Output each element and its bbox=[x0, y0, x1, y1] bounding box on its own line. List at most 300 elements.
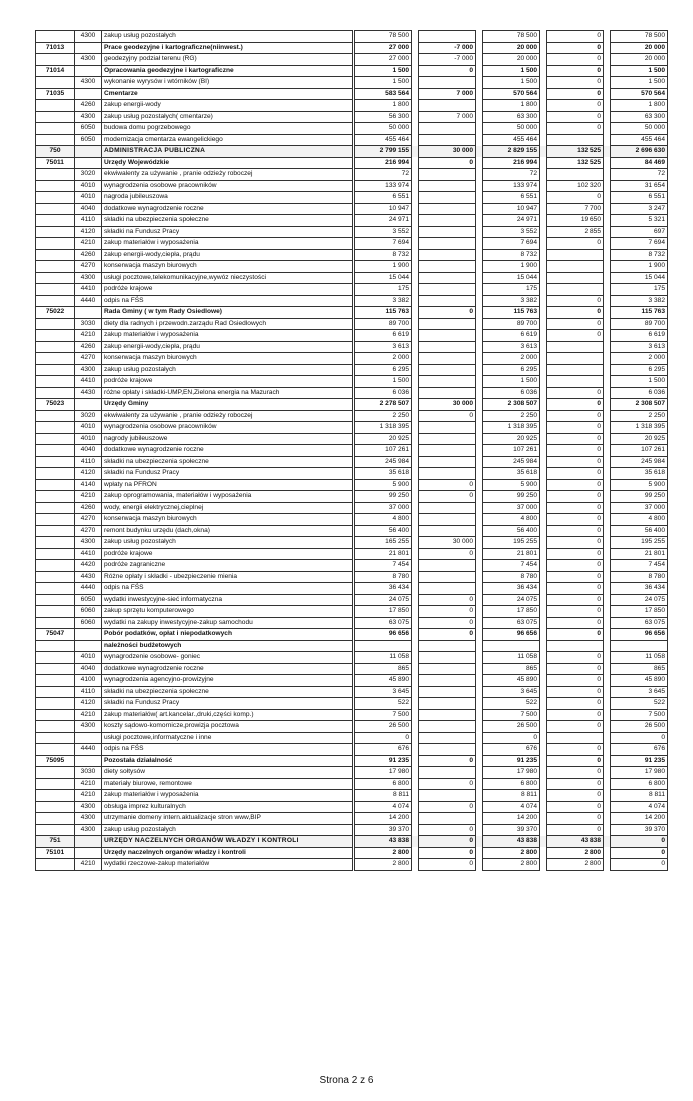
mandated-cell: 0 bbox=[547, 433, 604, 445]
paragraph-cell: 4260 bbox=[75, 502, 102, 514]
column-gap bbox=[540, 387, 547, 399]
column-gap bbox=[412, 663, 419, 675]
column-gap bbox=[540, 698, 547, 710]
column-gap bbox=[540, 31, 547, 43]
after-change-cell: 35 618 bbox=[483, 468, 540, 480]
column-gap bbox=[412, 698, 419, 710]
description-cell: Opracowania geodezyjne i kartograficzne bbox=[102, 65, 354, 77]
column-gap bbox=[604, 445, 611, 457]
division-cell bbox=[36, 709, 75, 721]
after-change-cell: 15 044 bbox=[483, 272, 540, 284]
own-cell: 1 800 bbox=[611, 100, 668, 112]
plan-cell: 3 382 bbox=[354, 295, 412, 307]
plan-cell: 7 454 bbox=[354, 560, 412, 572]
column-gap bbox=[476, 261, 483, 273]
change-cell bbox=[419, 295, 476, 307]
change-cell: 0 bbox=[419, 479, 476, 491]
paragraph-cell bbox=[75, 42, 102, 54]
change-cell: 0 bbox=[419, 606, 476, 618]
table-row bbox=[36, 134, 668, 146]
description-cell: zakup materiałów i wyposażenia bbox=[102, 238, 354, 250]
subtotal-row bbox=[36, 847, 668, 859]
division-cell bbox=[36, 548, 75, 560]
column-gap bbox=[412, 847, 419, 859]
description-cell: wydatki na zakupy inwestycyjne-zakup samochodu bbox=[102, 617, 354, 629]
division-cell: 75023 bbox=[36, 399, 75, 411]
column-gap bbox=[476, 847, 483, 859]
after-change-cell: 91 235 bbox=[483, 755, 540, 767]
after-change-cell: 2 800 bbox=[483, 847, 540, 859]
column-gap bbox=[476, 732, 483, 744]
paragraph-cell: 4410 bbox=[75, 376, 102, 388]
paragraph-cell: 4410 bbox=[75, 548, 102, 560]
column-gap bbox=[476, 88, 483, 100]
own-cell: 8 780 bbox=[611, 571, 668, 583]
column-gap bbox=[604, 502, 611, 514]
column-gap bbox=[412, 571, 419, 583]
division-cell bbox=[36, 261, 75, 273]
own-cell: 20 925 bbox=[611, 433, 668, 445]
column-gap bbox=[476, 468, 483, 480]
after-change-cell: 8 811 bbox=[483, 790, 540, 802]
own-cell: 4 800 bbox=[611, 514, 668, 526]
column-gap bbox=[540, 307, 547, 319]
own-cell: 63 300 bbox=[611, 111, 668, 123]
description-cell: podróże krajowe bbox=[102, 284, 354, 296]
mandated-cell: 0 bbox=[547, 88, 604, 100]
change-cell bbox=[419, 261, 476, 273]
column-gap bbox=[540, 652, 547, 664]
description-cell: Urzędy naczelnych organów władzy i kontroli bbox=[102, 847, 354, 859]
paragraph-cell: 6050 bbox=[75, 594, 102, 606]
column-gap bbox=[540, 813, 547, 825]
description-cell: podróże krajowe bbox=[102, 548, 354, 560]
change-cell bbox=[419, 180, 476, 192]
description-cell: diety sołtysów bbox=[102, 767, 354, 779]
paragraph-cell: 4420 bbox=[75, 560, 102, 572]
column-gap bbox=[604, 721, 611, 733]
after-change-cell: 3 382 bbox=[483, 295, 540, 307]
own-cell: 24 075 bbox=[611, 594, 668, 606]
paragraph-cell: 6050 bbox=[75, 134, 102, 146]
column-gap bbox=[540, 514, 547, 526]
change-cell bbox=[419, 640, 476, 652]
column-gap bbox=[540, 686, 547, 698]
mandated-cell: 0 bbox=[547, 77, 604, 89]
description-cell: zakup usług pozostałych( cmentarze) bbox=[102, 111, 354, 123]
column-gap bbox=[476, 433, 483, 445]
description-cell: wynagrodzenia osobowe pracowników bbox=[102, 422, 354, 434]
after-change-cell: 17 850 bbox=[483, 606, 540, 618]
description-cell: składki na Fundusz Pracy bbox=[102, 698, 354, 710]
table-row bbox=[36, 180, 668, 192]
after-change-cell: 2 800 bbox=[483, 859, 540, 871]
own-cell: 6 295 bbox=[611, 364, 668, 376]
change-cell bbox=[419, 31, 476, 43]
column-gap bbox=[412, 686, 419, 698]
own-cell bbox=[611, 640, 668, 652]
paragraph-cell: 4270 bbox=[75, 261, 102, 273]
plan-cell: 522 bbox=[354, 698, 412, 710]
change-cell: 0 bbox=[419, 824, 476, 836]
paragraph-cell: 4440 bbox=[75, 744, 102, 756]
division-cell bbox=[36, 698, 75, 710]
column-gap bbox=[540, 54, 547, 66]
table-row bbox=[36, 123, 668, 135]
after-change-cell: 7 500 bbox=[483, 709, 540, 721]
table-row bbox=[36, 767, 668, 779]
plan-cell: 17 850 bbox=[354, 606, 412, 618]
description-cell: zakup materiałów i wyposażenia bbox=[102, 330, 354, 342]
description-cell: dodatkowe wynagrodzenie roczne bbox=[102, 445, 354, 457]
paragraph-cell bbox=[75, 836, 102, 848]
column-gap bbox=[540, 445, 547, 457]
paragraph-cell: 4270 bbox=[75, 525, 102, 537]
paragraph-cell: 4300 bbox=[75, 272, 102, 284]
table-row bbox=[36, 433, 668, 445]
division-cell bbox=[36, 801, 75, 813]
mandated-cell: 0 bbox=[547, 456, 604, 468]
column-gap bbox=[540, 594, 547, 606]
column-gap bbox=[540, 640, 547, 652]
plan-cell: 39 370 bbox=[354, 824, 412, 836]
column-gap bbox=[476, 330, 483, 342]
column-gap bbox=[540, 571, 547, 583]
table-row bbox=[36, 410, 668, 422]
paragraph-cell: 4270 bbox=[75, 353, 102, 365]
column-gap bbox=[540, 318, 547, 330]
paragraph-cell: 4210 bbox=[75, 778, 102, 790]
column-gap bbox=[412, 491, 419, 503]
own-cell: 21 801 bbox=[611, 548, 668, 560]
column-gap bbox=[412, 157, 419, 169]
after-change-cell: 37 000 bbox=[483, 502, 540, 514]
table-row bbox=[36, 732, 668, 744]
subtotal-row bbox=[36, 157, 668, 169]
change-cell bbox=[419, 284, 476, 296]
description-cell: konserwacja maszyn biurowych bbox=[102, 261, 354, 273]
paragraph-cell: 4210 bbox=[75, 709, 102, 721]
change-cell: 0 bbox=[419, 859, 476, 871]
division-cell: 75101 bbox=[36, 847, 75, 859]
division-cell: 75095 bbox=[36, 755, 75, 767]
description-cell: URZĘDY NACZELNYCH ORGANÓW WŁADZY I KONTROLI bbox=[102, 836, 354, 848]
own-cell: 15 044 bbox=[611, 272, 668, 284]
change-cell bbox=[419, 353, 476, 365]
column-gap bbox=[540, 675, 547, 687]
after-change-cell: 455 464 bbox=[483, 134, 540, 146]
column-gap bbox=[412, 767, 419, 779]
paragraph-cell bbox=[75, 65, 102, 77]
own-cell: 6 551 bbox=[611, 192, 668, 204]
plan-cell: 8 811 bbox=[354, 790, 412, 802]
table-row bbox=[36, 859, 668, 871]
mandated-cell: 0 bbox=[547, 192, 604, 204]
mandated-cell: 0 bbox=[547, 686, 604, 698]
own-cell: 115 763 bbox=[611, 307, 668, 319]
column-gap bbox=[412, 525, 419, 537]
own-cell: 7 500 bbox=[611, 709, 668, 721]
after-change-cell: 3 645 bbox=[483, 686, 540, 698]
paragraph-cell: 4110 bbox=[75, 215, 102, 227]
division-cell bbox=[36, 721, 75, 733]
table-row bbox=[36, 111, 668, 123]
change-cell bbox=[419, 744, 476, 756]
column-gap bbox=[604, 387, 611, 399]
table-row bbox=[36, 525, 668, 537]
column-gap bbox=[476, 491, 483, 503]
column-gap bbox=[540, 215, 547, 227]
description-cell: wody, energii elektrycznej,cieplnej bbox=[102, 502, 354, 514]
description-cell: diety dla radnych i przewodn.zarządu Rad Osiedlowych bbox=[102, 318, 354, 330]
column-gap bbox=[540, 548, 547, 560]
plan-cell: 6 800 bbox=[354, 778, 412, 790]
description-cell: Cmentarze bbox=[102, 88, 354, 100]
change-cell bbox=[419, 422, 476, 434]
mandated-cell: 0 bbox=[547, 387, 604, 399]
column-gap bbox=[604, 146, 611, 158]
change-cell bbox=[419, 433, 476, 445]
division-cell: 75022 bbox=[36, 307, 75, 319]
paragraph-cell: 6060 bbox=[75, 617, 102, 629]
description-cell: wynagrodzenia osobowe pracowników bbox=[102, 180, 354, 192]
column-gap bbox=[540, 330, 547, 342]
own-cell: 96 656 bbox=[611, 629, 668, 641]
own-cell: 31 654 bbox=[611, 180, 668, 192]
paragraph-cell: 4100 bbox=[75, 675, 102, 687]
table-row bbox=[36, 537, 668, 549]
column-gap bbox=[412, 732, 419, 744]
column-gap bbox=[604, 675, 611, 687]
after-change-cell: 195 255 bbox=[483, 537, 540, 549]
mandated-cell: 0 bbox=[547, 54, 604, 66]
subtotal-row bbox=[36, 307, 668, 319]
column-gap bbox=[476, 249, 483, 261]
table-row bbox=[36, 353, 668, 365]
change-cell bbox=[419, 238, 476, 250]
table-row bbox=[36, 387, 668, 399]
paragraph-cell: 6060 bbox=[75, 606, 102, 618]
column-gap bbox=[540, 88, 547, 100]
after-change-cell: 45 890 bbox=[483, 675, 540, 687]
division-cell bbox=[36, 583, 75, 595]
column-gap bbox=[604, 790, 611, 802]
paragraph-cell: 4300 bbox=[75, 537, 102, 549]
mandated-cell: 0 bbox=[547, 548, 604, 560]
column-gap bbox=[412, 203, 419, 215]
column-gap bbox=[476, 307, 483, 319]
paragraph-cell: 4260 bbox=[75, 249, 102, 261]
after-change-cell: 676 bbox=[483, 744, 540, 756]
column-gap bbox=[540, 721, 547, 733]
mandated-cell: 0 bbox=[547, 479, 604, 491]
column-gap bbox=[412, 801, 419, 813]
paragraph-cell bbox=[75, 640, 102, 652]
column-gap bbox=[604, 686, 611, 698]
table-row bbox=[36, 284, 668, 296]
after-change-cell: 8 780 bbox=[483, 571, 540, 583]
column-gap bbox=[540, 422, 547, 434]
plan-cell: 6 295 bbox=[354, 364, 412, 376]
after-change-cell: 1 800 bbox=[483, 100, 540, 112]
change-cell bbox=[419, 583, 476, 595]
plan-cell: 5 900 bbox=[354, 479, 412, 491]
plan-cell: 72 bbox=[354, 169, 412, 181]
after-change-cell: 24 971 bbox=[483, 215, 540, 227]
column-gap bbox=[476, 226, 483, 238]
change-cell bbox=[419, 456, 476, 468]
column-gap bbox=[476, 548, 483, 560]
change-cell: 0 bbox=[419, 65, 476, 77]
column-gap bbox=[604, 732, 611, 744]
column-gap bbox=[540, 157, 547, 169]
column-gap bbox=[604, 410, 611, 422]
paragraph-cell: 4010 bbox=[75, 192, 102, 204]
paragraph-cell: 4410 bbox=[75, 284, 102, 296]
column-gap bbox=[412, 514, 419, 526]
change-cell bbox=[419, 169, 476, 181]
column-gap bbox=[540, 629, 547, 641]
column-gap bbox=[604, 54, 611, 66]
division-cell bbox=[36, 468, 75, 480]
column-gap bbox=[604, 479, 611, 491]
paragraph-cell: 4010 bbox=[75, 652, 102, 664]
column-gap bbox=[604, 203, 611, 215]
mandated-cell bbox=[547, 169, 604, 181]
description-cell: Różne opłaty i składki - ubezpieczenie mienia bbox=[102, 571, 354, 583]
column-gap bbox=[604, 307, 611, 319]
column-gap bbox=[476, 146, 483, 158]
column-gap bbox=[412, 54, 419, 66]
column-gap bbox=[412, 399, 419, 411]
own-cell: 0 bbox=[611, 847, 668, 859]
column-gap bbox=[476, 686, 483, 698]
column-gap bbox=[540, 525, 547, 537]
column-gap bbox=[476, 836, 483, 848]
plan-cell: 21 801 bbox=[354, 548, 412, 560]
column-gap bbox=[476, 295, 483, 307]
column-gap bbox=[604, 755, 611, 767]
section-row bbox=[36, 836, 668, 848]
table-row bbox=[36, 215, 668, 227]
column-gap bbox=[540, 560, 547, 572]
column-gap bbox=[412, 249, 419, 261]
own-cell: 1 900 bbox=[611, 261, 668, 273]
after-change-cell: 1 500 bbox=[483, 65, 540, 77]
column-gap bbox=[476, 663, 483, 675]
plan-cell: 1 318 395 bbox=[354, 422, 412, 434]
column-gap bbox=[412, 824, 419, 836]
description-cell: zakup oprogramowania, materiałów i wyposażenia bbox=[102, 491, 354, 503]
table-row bbox=[36, 790, 668, 802]
own-cell: 99 250 bbox=[611, 491, 668, 503]
division-cell bbox=[36, 272, 75, 284]
after-change-cell: 26 500 bbox=[483, 721, 540, 733]
division-cell bbox=[36, 295, 75, 307]
plan-cell: 676 bbox=[354, 744, 412, 756]
division-cell bbox=[36, 617, 75, 629]
column-gap bbox=[412, 606, 419, 618]
column-gap bbox=[604, 249, 611, 261]
mandated-cell: 0 bbox=[547, 663, 604, 675]
after-change-cell: 20 000 bbox=[483, 42, 540, 54]
table-row bbox=[36, 238, 668, 250]
column-gap bbox=[412, 548, 419, 560]
plan-cell: 27 000 bbox=[354, 54, 412, 66]
table-row bbox=[36, 364, 668, 376]
description-cell: nagroda jubileuszowa bbox=[102, 192, 354, 204]
column-gap bbox=[604, 617, 611, 629]
column-gap bbox=[412, 307, 419, 319]
mandated-cell: 2 855 bbox=[547, 226, 604, 238]
change-cell bbox=[419, 767, 476, 779]
column-gap bbox=[476, 525, 483, 537]
plan-cell: 115 763 bbox=[354, 307, 412, 319]
division-cell bbox=[36, 652, 75, 664]
column-gap bbox=[604, 399, 611, 411]
column-gap bbox=[604, 364, 611, 376]
change-cell: 0 bbox=[419, 491, 476, 503]
change-cell bbox=[419, 364, 476, 376]
description-cell: zakup materiałów i wyposażenia bbox=[102, 790, 354, 802]
column-gap bbox=[476, 801, 483, 813]
paragraph-cell bbox=[75, 732, 102, 744]
division-cell bbox=[36, 778, 75, 790]
column-gap bbox=[476, 755, 483, 767]
change-cell bbox=[419, 215, 476, 227]
column-gap bbox=[540, 468, 547, 480]
mandated-cell: 0 bbox=[547, 652, 604, 664]
column-gap bbox=[540, 709, 547, 721]
description-cell: koszty sądowo-komornicze,prowizja pocztowa bbox=[102, 721, 354, 733]
plan-cell: 20 925 bbox=[354, 433, 412, 445]
column-gap bbox=[604, 134, 611, 146]
change-cell bbox=[419, 192, 476, 204]
division-cell bbox=[36, 215, 75, 227]
column-gap bbox=[476, 192, 483, 204]
plan-cell: 15 044 bbox=[354, 272, 412, 284]
change-cell: 0 bbox=[419, 778, 476, 790]
mandated-cell: 0 bbox=[547, 42, 604, 54]
table-row bbox=[36, 54, 668, 66]
column-gap bbox=[412, 617, 419, 629]
description-cell: geodezyjny podział terenu (RG) bbox=[102, 54, 354, 66]
column-gap bbox=[604, 778, 611, 790]
column-gap bbox=[604, 859, 611, 871]
plan-cell: 6 551 bbox=[354, 192, 412, 204]
change-cell bbox=[419, 560, 476, 572]
change-cell: 30 000 bbox=[419, 537, 476, 549]
change-cell bbox=[419, 652, 476, 664]
description-cell: wydatki rzeczowe-zakup materiałów bbox=[102, 859, 354, 871]
mandated-cell bbox=[547, 272, 604, 284]
own-cell: 0 bbox=[611, 859, 668, 871]
description-cell: zakup usług pozostałych bbox=[102, 824, 354, 836]
division-cell bbox=[36, 226, 75, 238]
paragraph-cell: 3030 bbox=[75, 318, 102, 330]
description-cell: ADMINISTRACJA PUBLICZNA bbox=[102, 146, 354, 158]
column-gap bbox=[412, 123, 419, 135]
column-gap bbox=[412, 180, 419, 192]
description-cell: konserwacja maszyn biurowych bbox=[102, 353, 354, 365]
paragraph-cell: 4260 bbox=[75, 100, 102, 112]
column-gap bbox=[412, 652, 419, 664]
after-change-cell: 2 000 bbox=[483, 353, 540, 365]
own-cell: 7 454 bbox=[611, 560, 668, 572]
column-gap bbox=[540, 801, 547, 813]
plan-cell: 96 656 bbox=[354, 629, 412, 641]
after-change-cell: 245 984 bbox=[483, 456, 540, 468]
